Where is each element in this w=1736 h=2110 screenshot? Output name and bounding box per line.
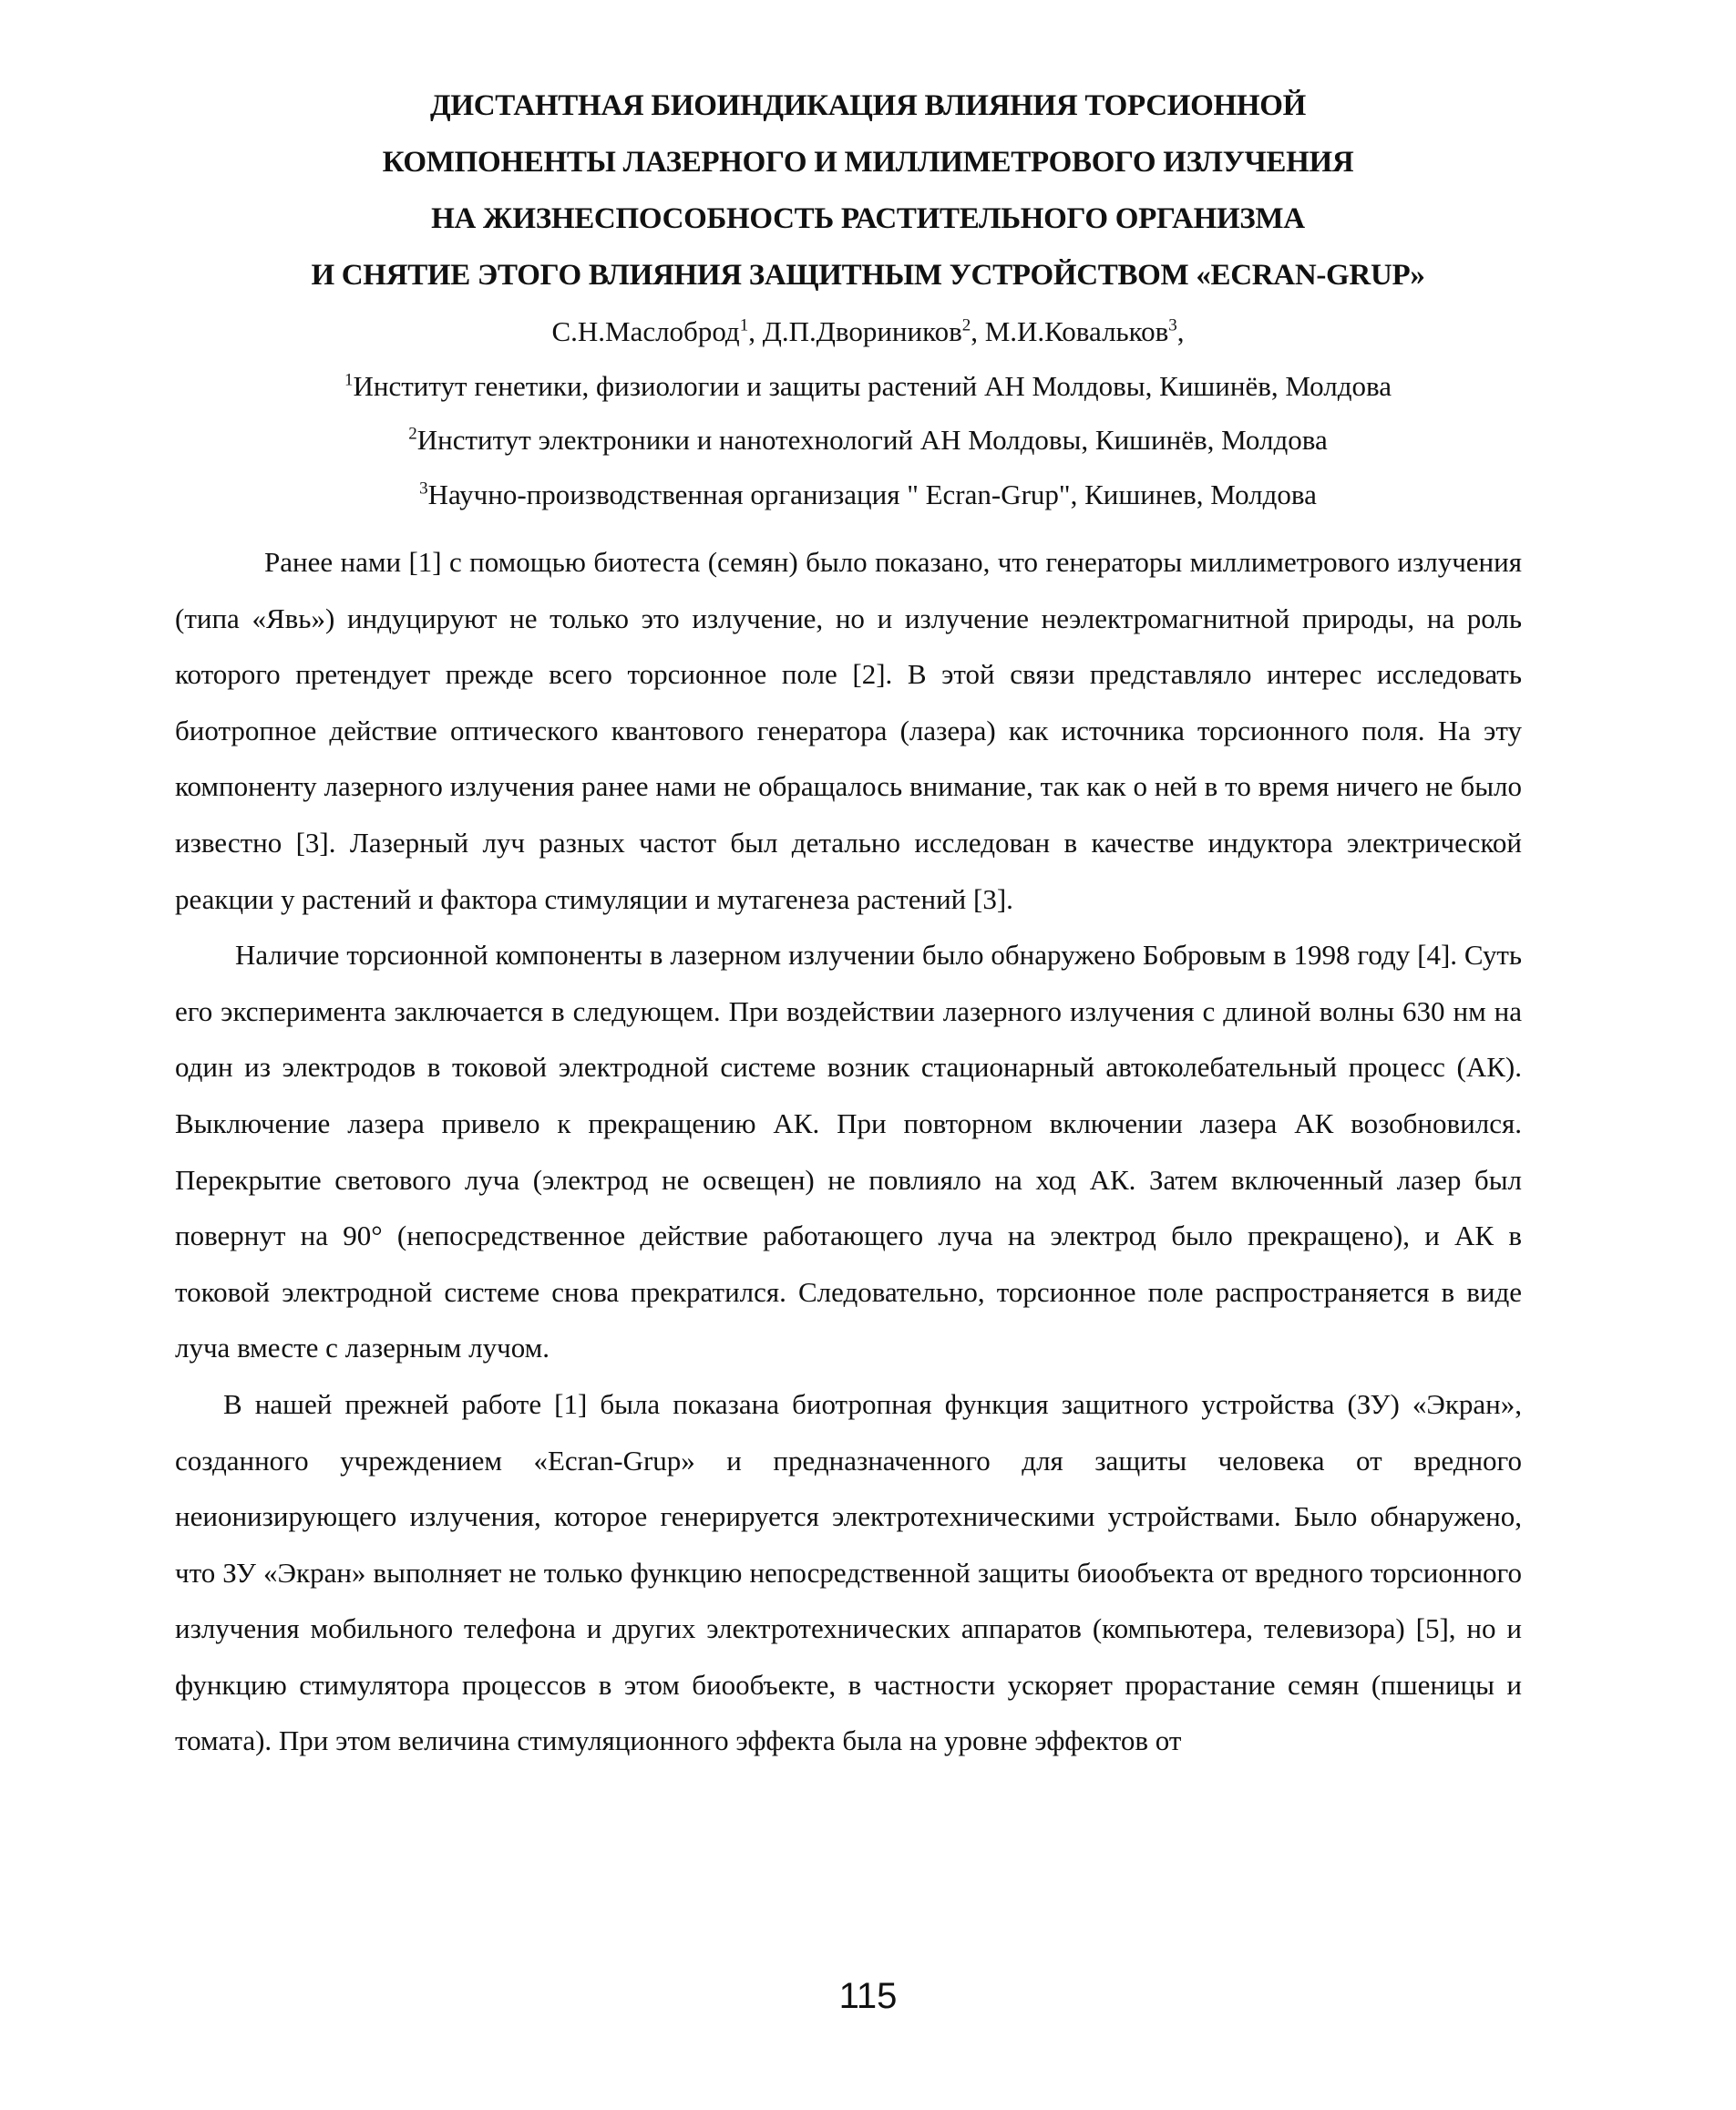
affiliation-mark: 3 — [419, 479, 428, 499]
paragraph-2: Наличие торсионной компоненты в лазерном излучении было обнаружено Бобровым в 1998 году [4]. Суть его эксперимента заключается в следующем. При воздействии лазерного излучения с длиной волны 630 нм на один из электродов в токовой электродной системе возник стационарный автоколебательный процесс (АК). Выключение лазера привело к прекращению АК. При повторном включении лазера АК возобновился. Перекрытие светового луча (электрод не освещен) не повлияло на ход АК. Затем включенный лазер был повернут на 90° (непосредственное действие работающего луча на электрод было прекращено), и АК в токовой электродной системе снова прекратился. Следовательно, торсионное поле распространяется в виде луча вместе с лазерным лучом. — [175, 939, 1522, 1364]
paragraph-3: В нашей прежней работе [1] была показана биотропная функция защитного устройства (ЗУ) «Экран», созданного учреждением «Ecran-Grup» и предназначенного для защиты человека от вредного неионизирующего излучения, которое генерируется электротехническими устройствами. Было обнаружено, что ЗУ «Экран» выполняет не только функцию непосредственной защиты биообъекта от вредного торсионного излучения мобильного телефона и других электротехнических аппаратов (компьютера, телевизора) [5], но и функцию стимулятора процессов в этом биообъекте, в частности ускоряет прорастание семян (пшеницы и томата). При этом величина стимуляционного эффекта была на уровне эффектов от — [175, 1387, 1522, 1757]
author-mark: 1 — [739, 315, 749, 335]
affiliation-mark: 1 — [344, 370, 354, 390]
author-name: Д.П.Двориников — [762, 315, 962, 347]
author-separator: , — [1176, 315, 1185, 347]
author-name: С.Н.Маслоброд — [551, 315, 740, 347]
title-line-4: И СНЯТИЕ ЭТОГО ВЛИЯНИЯ ЗАЩИТНЫМ УСТРОЙСТВОМ «ECRAN-GRUP» — [311, 259, 1425, 292]
affiliation-text: Институт генетики, физиологии и защиты растений АН Молдовы, Кишинёв, Молдова — [353, 370, 1392, 402]
author-name: М.И.Ковальков — [984, 315, 1169, 347]
authors-line — [0, 315, 1736, 348]
affiliation-text: Институт электроники и нанотехнологий АН Молдовы, Кишинёв, Молдова — [416, 424, 1328, 456]
affiliation-text: Научно-производственная организация " Ecran-Grup", Кишинев, Молдова — [427, 479, 1317, 510]
author-separator: , — [748, 315, 763, 347]
page-number: 115 — [838, 1976, 898, 2016]
author-mark: 2 — [961, 315, 971, 335]
title-line-1: ДИСТАНТНАЯ БИОИНДИКАЦИЯ ВЛИЯНИЯ ТОРСИОННОЙ — [429, 89, 1306, 122]
author-separator: , — [971, 315, 985, 347]
affiliation-3 — [0, 479, 1736, 511]
affiliation-2 — [0, 424, 1736, 457]
title-line-2: КОМПОНЕНТЫ ЛАЗЕРНОГО И МИЛЛИМЕТРОВОГО ИЗЛУЧЕНИЯ — [382, 146, 1354, 179]
affiliation-mark: 2 — [408, 424, 417, 444]
title-line-3: НА ЖИЗНЕСПОСОБНОСТЬ РАСТИТЕЛЬНОГО ОРГАНИЗМА — [431, 202, 1305, 235]
paragraph-1: Ранее нами [1] с помощью биотеста (семян) было показано, что генераторы миллиметрового излучения (типа «Явь») индуцируют не только это излучение, но и излучение неэлектромагнитной природы, на роль которого претендует прежде всего торсионное поле [2]. В этой связи представляло интерес исследовать биотропное действие оптического квантового генератора (лазера) как источника торсионного поля. На эту компоненту лазерного излучения ранее нами не обращалось внимание, так как о ней в то время ничего не было известно [3]. Лазерный луч разных частот был детально исследован в качестве индуктора электрической реакции у растений и фактора стимуляции и мутагенеза растений [3]. — [175, 546, 1522, 915]
affiliation-1 — [0, 370, 1736, 403]
author-mark: 3 — [1168, 315, 1177, 335]
body-text — [175, 534, 1522, 1769]
